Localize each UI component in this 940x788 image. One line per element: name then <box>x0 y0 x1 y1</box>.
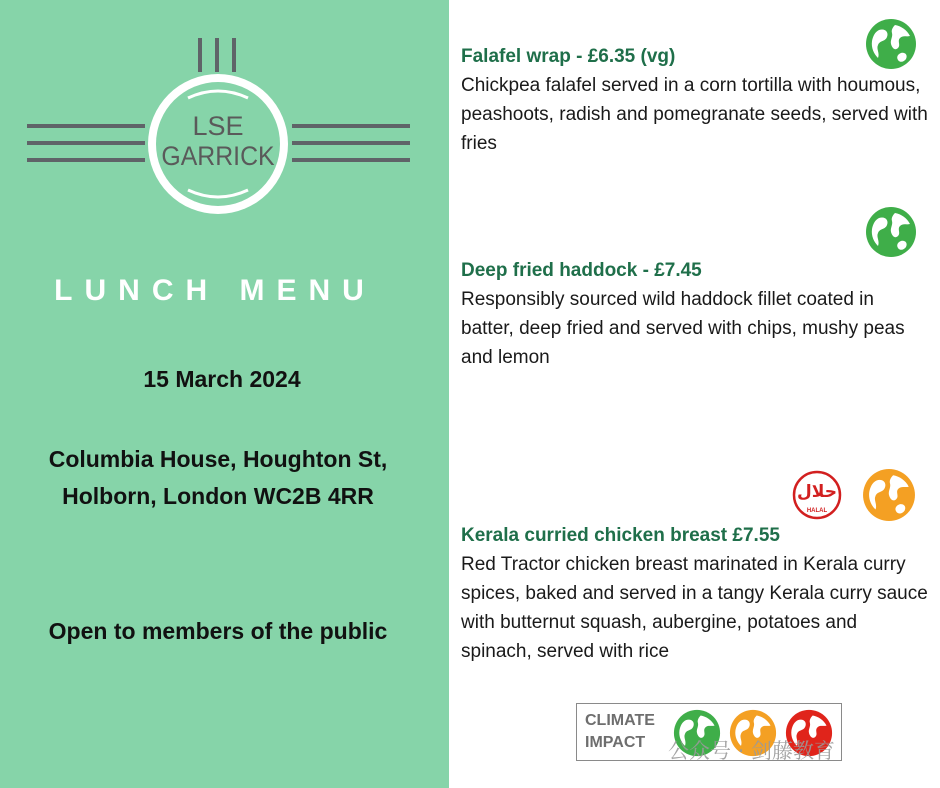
menu-item-title: Deep fried haddock - £7.45 <box>461 260 702 281</box>
menu-item-description: Responsibly sourced wild haddock fillet coated in batter, deep fried and served with chips, mushy peas and lemon <box>461 289 905 368</box>
svg-text:حلال: حلال <box>797 482 837 502</box>
left-panel <box>0 0 449 788</box>
climate-impact-label <box>585 710 655 754</box>
menu-item-chicken <box>461 521 931 666</box>
menu-item-falafel <box>461 42 931 158</box>
menu-item-title: Kerala curried chicken breast £7.55 <box>461 525 780 546</box>
address-line-1: Columbia House, Houghton St, <box>48 446 388 472</box>
climate-label-line-1: CLIMATE <box>585 712 655 729</box>
logo-text-lse: LSE <box>192 111 244 141</box>
menu-item-description: Chickpea falafel served in a corn tortilla with houmous, peashoots, radish and pomegranate seeds, served with fries <box>461 75 928 154</box>
climate-label-line-2: IMPACT <box>585 734 646 751</box>
globe-orange-icon <box>862 468 916 522</box>
logo-text-garrick: GARRICK <box>161 141 275 171</box>
public-note: Open to members of the public <box>48 618 388 644</box>
address-line-2: Holborn, London WC2B 4RR <box>62 483 374 509</box>
menu-item-title: Falafel wrap - £6.35 (vg) <box>461 46 676 67</box>
halal-icon <box>792 470 842 520</box>
menu-item-description: Red Tractor chicken breast marinated in Kerala curry spices, baked and served in a tangy Kerala curry sauce with butternut squash, aubergine, potatoes and spinach, served with rice <box>461 554 928 662</box>
address <box>0 441 436 515</box>
globe-green-icon <box>865 206 917 258</box>
globe-green-icon <box>865 18 917 70</box>
menu-item-haddock <box>461 256 931 372</box>
menu-date: 15 March 2024 <box>143 366 301 392</box>
svg-text:HALAL: HALAL <box>806 508 828 514</box>
lunch-menu-heading: LUNCH MENU <box>54 274 376 307</box>
watermark: 公众号 · 剑藤教育 <box>668 739 836 763</box>
lse-garrick-logo <box>0 0 449 230</box>
